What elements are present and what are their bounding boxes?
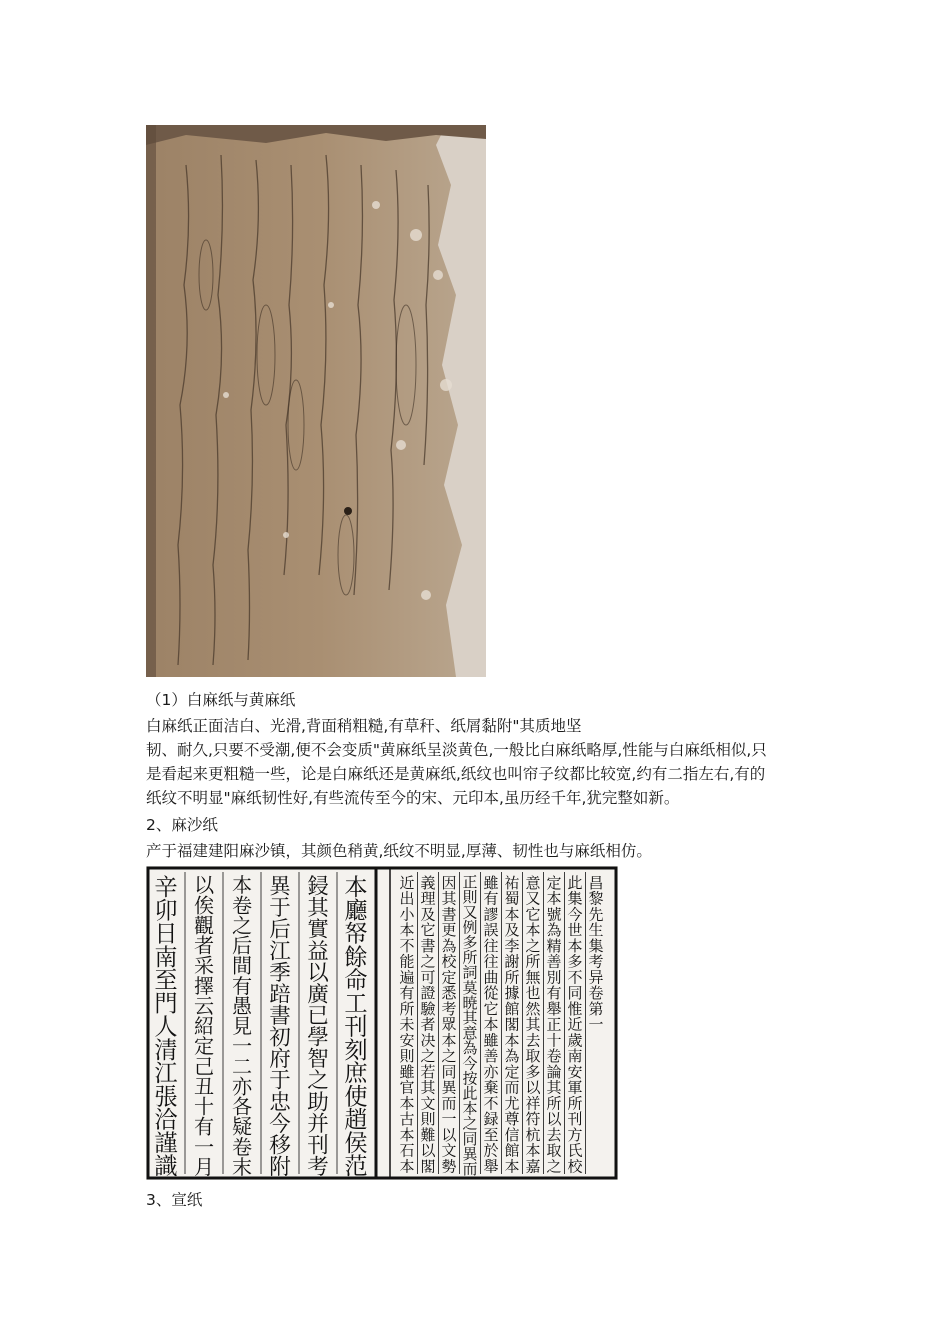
print-character: 文	[420, 1094, 436, 1113]
print-character: 本	[399, 921, 415, 939]
print-character: 不	[399, 936, 415, 955]
print-character: 季	[269, 960, 291, 986]
print-character: 本	[399, 1094, 415, 1113]
print-character: 江	[269, 939, 291, 965]
print-character: 取	[546, 1141, 562, 1160]
print-character: 江	[154, 1060, 178, 1088]
print-character: 之	[525, 936, 541, 955]
print-character: 末	[231, 1155, 253, 1179]
print-character: 卷	[588, 984, 604, 1002]
print-character: 又	[462, 903, 478, 922]
print-character: 於	[483, 1141, 499, 1160]
print-character: 然	[525, 999, 541, 1018]
print-character: 一	[441, 1110, 457, 1128]
print-character: 今	[269, 1111, 291, 1137]
print-character: 去	[525, 1031, 541, 1050]
print-character: 以	[546, 1110, 562, 1128]
print-character: 此	[462, 1084, 478, 1103]
print-character: 忠	[269, 1090, 291, 1116]
print-character: 論	[546, 1062, 562, 1081]
print-character: 誤	[483, 921, 499, 939]
print-character: 為	[504, 1047, 520, 1065]
print-character: 于	[269, 1068, 291, 1094]
print-character: 至	[483, 1125, 499, 1144]
print-character: 更	[441, 921, 457, 939]
print-character: 祐	[504, 873, 520, 892]
print-character: 不	[567, 968, 583, 987]
print-character: 益	[307, 939, 329, 965]
print-character: 近	[399, 873, 415, 892]
print-character: 趙	[344, 1106, 368, 1134]
print-character: 理	[420, 889, 436, 908]
print-character: 它	[420, 921, 436, 939]
section-heading-3: 3、宣纸	[146, 1191, 203, 1209]
print-character: 其	[525, 1015, 541, 1034]
print-character: 本	[483, 1015, 499, 1034]
print-character: 其	[307, 896, 329, 922]
print-character: 為	[441, 936, 457, 955]
print-character: 小	[399, 905, 415, 924]
print-character: 定	[441, 968, 457, 987]
print-character: 其	[420, 1078, 436, 1097]
print-character: 集	[567, 889, 583, 908]
print-character: 庶	[344, 1060, 368, 1088]
print-character: 軍	[567, 1078, 583, 1097]
print-character: 以	[441, 1125, 457, 1144]
print-character: 尤	[504, 1094, 520, 1113]
print-character: 氏	[567, 1141, 583, 1160]
print-character: 書	[269, 1004, 291, 1029]
print-character: 無	[525, 968, 541, 987]
print-character: 刻	[344, 1036, 368, 1064]
print-character: 往	[483, 952, 499, 971]
print-character: 多	[462, 933, 478, 952]
print-character: 歲	[567, 1031, 583, 1050]
print-character: 本	[504, 1031, 520, 1050]
print-character: 疑	[231, 1114, 253, 1139]
print-character: 門	[154, 990, 178, 1018]
print-right-page	[399, 872, 603, 1178]
print-character: 日	[154, 920, 178, 948]
print-character: 不	[483, 1094, 499, 1113]
print-character: 可	[420, 968, 436, 987]
print-character: 閣	[420, 1157, 436, 1176]
print-character: 為	[462, 1039, 478, 1058]
print-character: 本	[441, 1031, 457, 1050]
section-heading-2: 2、麻沙纸	[146, 816, 218, 834]
print-character: 世	[567, 921, 583, 939]
print-character: 决	[420, 1031, 436, 1050]
print-character: 之	[420, 952, 436, 971]
print-character: 之	[307, 1068, 329, 1094]
print-character: 眾	[441, 1015, 457, 1034]
print-character: 今	[567, 905, 583, 924]
print-character: 亦	[483, 1062, 499, 1081]
print-character: 學	[307, 1025, 329, 1051]
print-character: 其	[546, 1078, 562, 1097]
print-character: 若	[420, 1062, 436, 1081]
print-character: 刊	[344, 1013, 368, 1041]
print-character: 本	[546, 889, 562, 908]
section-body-2: 产于福建建阳麻沙镇，其颜色稍黄,纸纹不明显,厚薄、韧性也与麻纸相仿。	[146, 842, 652, 860]
print-character: 方	[567, 1125, 583, 1144]
print-character: 廣	[307, 982, 329, 1008]
print-character: 舉	[546, 999, 562, 1018]
print-character: 一	[193, 1134, 215, 1159]
print-character: 工	[344, 990, 368, 1018]
print-character: 李	[504, 936, 520, 955]
print-character: 智	[307, 1047, 329, 1073]
print-character: 間	[231, 953, 253, 978]
print-character: 而	[462, 1160, 478, 1178]
print-character: 廳	[344, 897, 368, 925]
print-character: 生	[588, 921, 604, 939]
print-character: 實	[307, 917, 329, 943]
print-character: 所	[504, 968, 520, 987]
print-character: 莫	[462, 978, 478, 997]
print-character: 別	[546, 968, 562, 987]
print-character: 雖	[399, 1062, 415, 1081]
print-character: 范	[344, 1153, 368, 1180]
print-character: 善	[483, 1047, 499, 1065]
print-character: 意	[462, 1024, 478, 1043]
print-character: 各	[231, 1094, 253, 1119]
print-character: 同	[462, 1129, 478, 1148]
print-character: 校	[567, 1157, 583, 1176]
print-column	[588, 874, 603, 1034]
print-character: 惟	[567, 999, 583, 1018]
print-character: 能	[399, 952, 415, 971]
print-character: 多	[567, 952, 583, 971]
print-character: 去	[546, 1125, 562, 1144]
print-character: 館	[504, 999, 520, 1018]
body-line: 白麻纸正面洁白、光滑,背面稍粗糙,有草秆、纸屑黏附"其质地坚	[146, 717, 582, 735]
print-character: 安	[567, 1062, 583, 1081]
print-character: 正	[546, 1015, 562, 1034]
print-character: 謝	[504, 952, 520, 971]
print-character: 后	[269, 917, 291, 943]
print-column	[344, 874, 368, 1180]
print-character: 按	[462, 1069, 478, 1088]
woodblock-print-photo	[146, 866, 618, 1180]
print-character: 悉	[441, 984, 457, 1002]
print-character: 定	[546, 873, 562, 892]
print-character: 從	[483, 984, 499, 1002]
print-character: 一	[588, 1015, 604, 1034]
print-character: 蜀	[504, 889, 520, 908]
print-character: 異	[269, 874, 291, 900]
print-character: 校	[441, 952, 457, 971]
print-character: 則	[462, 888, 478, 907]
print-character: 以	[307, 960, 329, 986]
print-character: 精	[546, 936, 562, 955]
print-character: 為	[546, 921, 562, 939]
print-character: 刊	[307, 1133, 329, 1159]
print-character: 見	[231, 1014, 253, 1039]
print-character: 以	[525, 1078, 541, 1097]
print-character: 異	[462, 1144, 478, 1163]
print-character: 鋟	[307, 874, 329, 900]
print-character: 未	[399, 1015, 415, 1034]
print-character: 則	[399, 1047, 415, 1065]
print-character: 嘉	[525, 1157, 541, 1176]
print-character: 本	[344, 874, 368, 902]
print-character: 同	[441, 1062, 457, 1081]
print-character: 尊	[504, 1110, 520, 1128]
print-character: 證	[420, 984, 436, 1002]
print-character: 刊	[567, 1110, 583, 1128]
print-character: 正	[462, 873, 478, 892]
print-character: 昌	[588, 873, 604, 892]
print-character: 府	[269, 1047, 291, 1073]
print-character: 它	[483, 999, 499, 1018]
print-character: 定	[193, 1034, 215, 1059]
print-character: 異	[441, 1078, 457, 1097]
print-character: 月	[193, 1155, 215, 1179]
print-character: 本	[525, 1141, 541, 1160]
print-character: 其	[462, 1009, 478, 1027]
print-character: 俟	[193, 893, 215, 918]
body-line: 韧、耐久,只要不受潮,便不会变质"黄麻纸呈淡黄色,一般比白麻纸略厚,性能与白麻纸相似,只	[146, 741, 767, 759]
print-character: 附	[269, 1155, 291, 1180]
print-character: 以	[420, 1141, 436, 1160]
print-character: 本	[504, 1157, 520, 1176]
print-character: 本	[399, 1157, 415, 1176]
print-character: 而	[504, 1078, 520, 1097]
print-character: 同	[567, 984, 583, 1002]
print-character: 助	[307, 1090, 329, 1116]
print-character: 本	[231, 873, 253, 898]
print-character: 辛	[154, 874, 178, 902]
print-character: 南	[154, 943, 178, 971]
print-character: 取	[525, 1047, 541, 1065]
print-character: 難	[420, 1125, 436, 1144]
print-character: 所	[399, 999, 415, 1018]
print-character: 謬	[483, 905, 499, 924]
print-character: 據	[504, 984, 520, 1002]
print-character: 往	[483, 936, 499, 955]
print-character: 有	[546, 984, 562, 1002]
print-character: 之	[231, 913, 253, 938]
print-character: 石	[399, 1141, 415, 1160]
print-character: 號	[546, 905, 562, 924]
print-character: 祥	[525, 1094, 541, 1113]
print-character: 后	[231, 933, 253, 958]
body-line: 纸纹不明显"麻纸韧性好,有些流传至今的宋、元印本,虽历经千年,犹完整如新。	[146, 789, 680, 807]
print-character: 今	[462, 1054, 478, 1073]
print-character: 洽	[154, 1106, 178, 1134]
print-character: 杭	[525, 1125, 541, 1144]
print-character: 有	[193, 1114, 215, 1139]
print-character: 閣	[504, 1015, 520, 1034]
print-character: 有	[231, 973, 253, 998]
print-character: 又	[525, 889, 541, 908]
print-character: 已	[307, 1004, 329, 1029]
print-character: 而	[441, 1094, 457, 1113]
print-character: 考	[588, 952, 604, 971]
print-character: 雖	[483, 1031, 499, 1050]
print-character: 命	[344, 967, 368, 995]
print-character: 及	[420, 905, 436, 924]
print-character: 卷	[231, 1134, 253, 1159]
print-character: 也	[525, 984, 541, 1002]
manuscript-photo	[146, 125, 486, 677]
print-character: 侯	[344, 1129, 368, 1157]
print-character: 此	[567, 873, 583, 892]
print-character: 多	[525, 1062, 541, 1081]
print-character: 者	[420, 1015, 436, 1034]
print-character: 書	[420, 936, 436, 955]
print-character: 謹	[154, 1129, 178, 1157]
print-character: 至	[154, 967, 178, 995]
print-character: 第	[588, 999, 604, 1018]
print-character: 本	[504, 905, 520, 924]
print-character: 識	[154, 1153, 178, 1180]
print-character: 曲	[483, 968, 499, 987]
print-character: 書	[441, 905, 457, 924]
print-character: 舉	[483, 1157, 499, 1176]
print-character: 云	[193, 993, 215, 1018]
print-character: 本	[462, 1099, 478, 1118]
print-character: 南	[567, 1047, 583, 1065]
print-character: 所	[525, 952, 541, 971]
print-character: 紹	[193, 1014, 215, 1039]
print-character: 二	[231, 1054, 253, 1079]
print-character: 所	[546, 1094, 562, 1113]
print-character: 所	[567, 1094, 583, 1113]
print-character: 黎	[588, 889, 604, 908]
section-body-1	[146, 714, 810, 810]
print-character: 本	[525, 921, 541, 939]
print-character: 有	[399, 984, 415, 1002]
print-character: 遍	[399, 968, 415, 987]
print-character: 帑	[344, 920, 368, 948]
print-character: 所	[462, 948, 478, 967]
print-character: 館	[504, 1141, 520, 1160]
print-character: 考	[307, 1155, 329, 1180]
print-character: 初	[269, 1025, 291, 1051]
print-character: 安	[399, 1031, 415, 1050]
print-character: 以	[193, 873, 215, 898]
print-character: 信	[504, 1125, 520, 1144]
print-character: 觀	[193, 913, 215, 938]
print-character: 驗	[420, 999, 436, 1018]
print-character: 義	[420, 873, 436, 892]
print-character: 清	[154, 1036, 178, 1064]
print-character: 本	[567, 936, 583, 955]
print-character: 有	[483, 889, 499, 908]
print-character: 意	[525, 873, 541, 892]
print-character: 一	[231, 1034, 253, 1059]
print-character: 之	[420, 1047, 436, 1065]
print-character: 卷	[231, 893, 253, 918]
body-line: 是看起来更粗糙一些，论是白麻纸还是黄麻纸,纸纹也叫帘子纹都比较宽,约有二指左右,有的	[146, 765, 766, 783]
print-character: 出	[399, 889, 415, 908]
print-character: 古	[399, 1110, 415, 1128]
print-character: 餘	[344, 943, 368, 971]
print-character: 人	[154, 1013, 178, 1041]
print-character: 文	[441, 1141, 457, 1160]
print-character: 卯	[154, 897, 178, 925]
print-character: 其	[441, 889, 457, 908]
print-character: 十	[546, 1031, 562, 1050]
print-character: 及	[504, 921, 520, 939]
print-character: 官	[399, 1078, 415, 1097]
print-character: 善	[546, 952, 562, 971]
print-character: 因	[441, 873, 457, 892]
print-character: 它	[525, 905, 541, 924]
print-character: 暁	[462, 993, 478, 1012]
print-character: 則	[420, 1110, 436, 1128]
print-character: 定	[504, 1062, 520, 1081]
print-character: 之	[441, 1047, 457, 1065]
print-character: 移	[269, 1133, 291, 1159]
print-character: 之	[546, 1157, 562, 1176]
print-character: 于	[269, 896, 291, 922]
print-character: 亦	[231, 1074, 253, 1099]
print-character: 愚	[231, 993, 253, 1018]
print-character: 己	[193, 1054, 215, 1079]
print-character: 并	[307, 1111, 329, 1137]
print-character: 集	[588, 936, 604, 955]
print-character: 例	[462, 918, 478, 937]
section-heading-1: （1）白麻纸与黄麻纸	[146, 691, 296, 709]
print-character: 踣	[269, 982, 291, 1008]
print-character: 之	[462, 1114, 478, 1133]
print-character: 符	[525, 1110, 541, 1128]
print-character: 勢	[441, 1157, 457, 1176]
print-character: 采	[193, 953, 215, 978]
print-character: 本	[399, 1125, 415, 1144]
print-character: 使	[344, 1083, 368, 1111]
print-character: 雖	[483, 873, 499, 892]
print-character: 十	[193, 1094, 215, 1119]
print-character: 丑	[193, 1074, 215, 1099]
print-character: 棄	[483, 1078, 499, 1097]
print-character: 者	[193, 933, 215, 958]
print-character: 近	[567, 1015, 583, 1034]
print-character: 詞	[462, 963, 478, 982]
print-character: 异	[588, 968, 604, 987]
print-character: 考	[441, 999, 457, 1018]
print-character: 録	[483, 1110, 499, 1128]
print-character: 擇	[193, 973, 215, 998]
print-character: 張	[154, 1083, 178, 1111]
print-character: 卷	[546, 1047, 562, 1065]
print-character: 先	[588, 905, 604, 924]
